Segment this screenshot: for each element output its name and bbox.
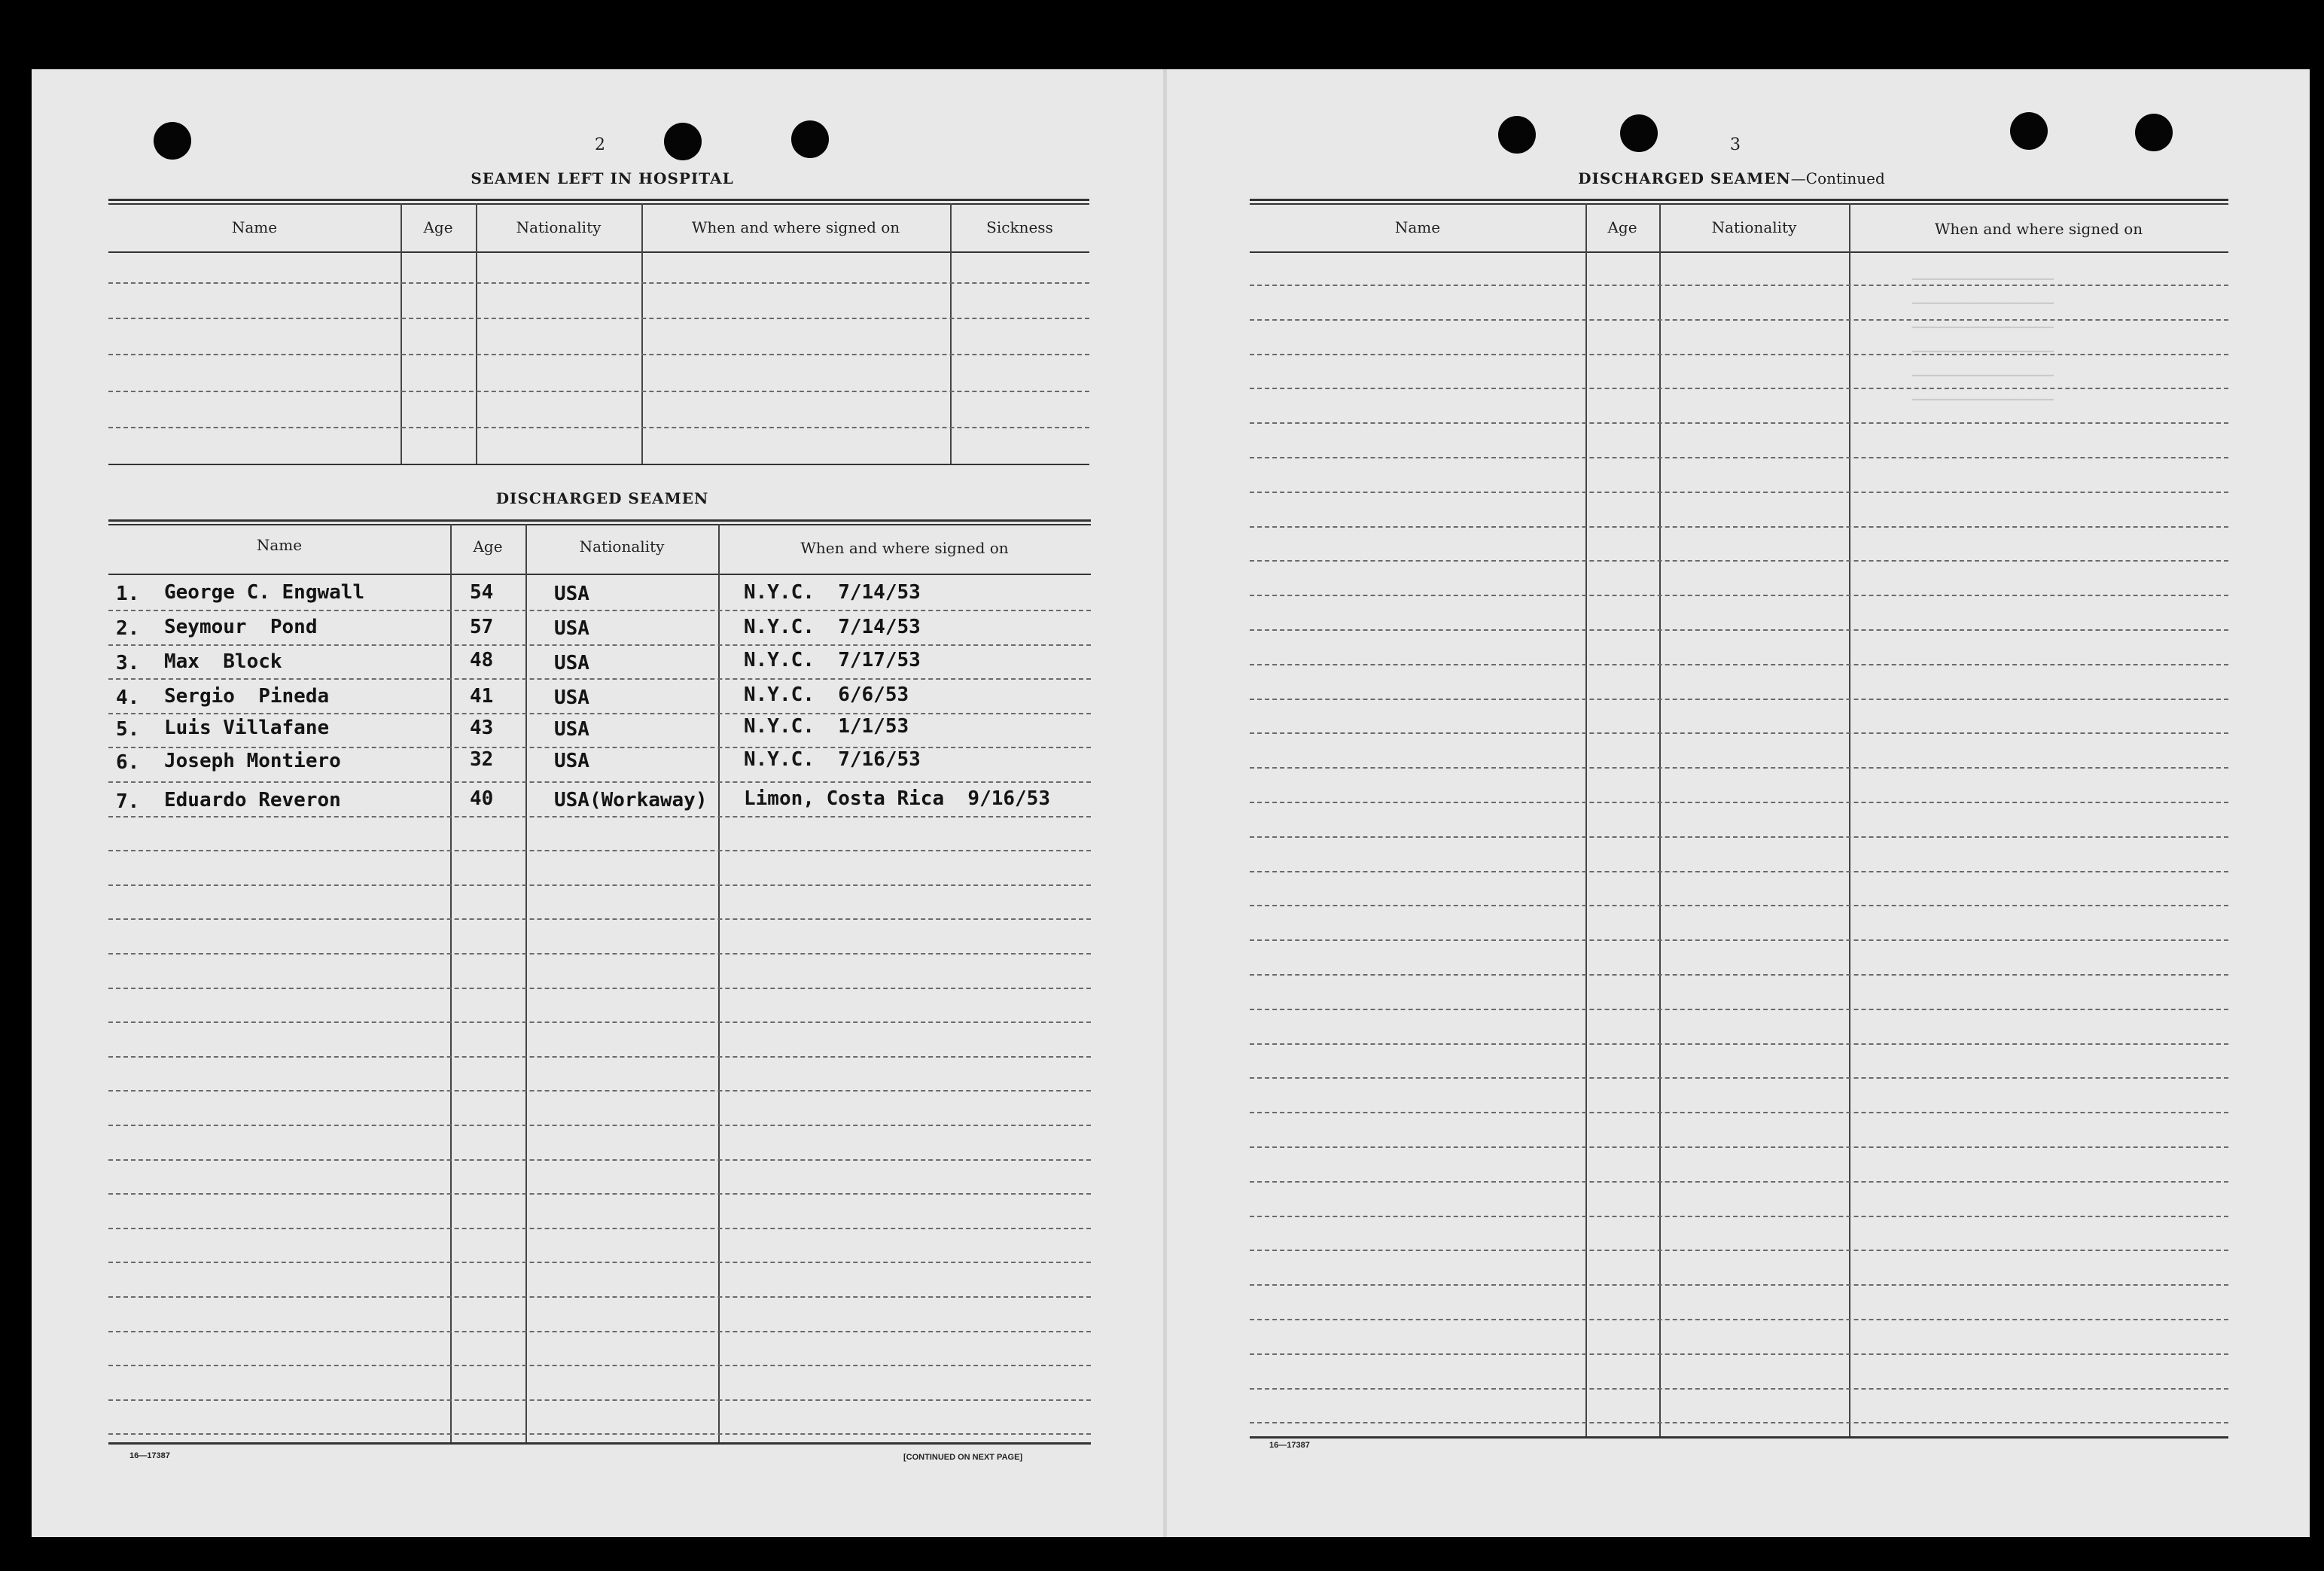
ruled-line — [108, 1021, 1091, 1023]
discharged-col-nationality: Nationality — [579, 537, 665, 556]
seaman-age: 32 — [470, 748, 494, 771]
seaman-name: Seymour Pond — [164, 616, 318, 638]
seaman-signed-on: N.Y.C. 7/14/53 — [744, 581, 921, 604]
ruled-line — [1250, 699, 2228, 700]
hospital-line — [108, 391, 1089, 392]
ruled-line — [1250, 1250, 2228, 1251]
ruled-line — [1250, 1009, 2228, 1010]
discharged-continued-title: DISCHARGED SEAMEN — [1578, 169, 1791, 187]
discharged-col-age: Age — [473, 537, 503, 556]
seaman-nationality: USA(Workaway) — [554, 789, 708, 811]
punch-hole — [664, 123, 702, 160]
ruled-line — [1250, 492, 2228, 493]
right-header-rule — [1250, 251, 2228, 253]
seaman-age: 43 — [470, 717, 494, 739]
discharged-divider — [450, 524, 452, 1444]
punch-hole — [791, 120, 829, 158]
seaman-age: 57 — [470, 616, 494, 638]
page-number-left: 2 — [595, 135, 605, 154]
ruled-line — [108, 644, 1091, 646]
form-number-left: 16—17387 — [129, 1451, 170, 1460]
row-number: 6. — [116, 751, 140, 774]
discharged-divider — [718, 524, 720, 1444]
ruled-line — [1250, 1353, 2228, 1355]
ruled-line — [108, 1159, 1091, 1161]
ruled-line — [108, 988, 1091, 989]
hospital-col-signed-on: When and where signed on — [691, 218, 900, 236]
ruled-line — [108, 1331, 1091, 1332]
hospital-bottom-rule — [108, 464, 1089, 465]
right-bottom-rule — [1250, 1436, 2228, 1439]
hospital-line — [108, 318, 1089, 319]
ruled-line — [1250, 422, 2228, 424]
discharged-top-rule — [108, 519, 1091, 525]
hospital-heading: SEAMEN LEFT IN HOSPITAL — [471, 169, 734, 187]
ruled-line — [1250, 285, 2228, 286]
ruled-line — [1250, 1043, 2228, 1045]
seaman-signed-on: N.Y.C. 7/17/53 — [744, 649, 921, 671]
ruled-line — [1250, 526, 2228, 528]
ruled-line — [108, 850, 1091, 851]
right-col-signed-on: When and where signed on — [1934, 220, 2143, 238]
seaman-nationality: USA — [554, 750, 589, 772]
discharged-col-signed-on: When and where signed on — [800, 539, 1009, 557]
hospital-line — [108, 282, 1089, 284]
right-col-name: Name — [1394, 218, 1441, 236]
ruled-line — [108, 610, 1091, 611]
ruled-line — [108, 747, 1091, 748]
ruled-line — [1250, 732, 2228, 734]
hospital-header-rule — [108, 251, 1089, 253]
ruled-line — [1250, 560, 2228, 562]
hospital-divider — [476, 203, 477, 465]
row-number: 2. — [116, 617, 140, 640]
ruled-line — [1250, 1216, 2228, 1217]
row-number: 5. — [116, 718, 140, 741]
hospital-col-sickness: Sickness — [986, 218, 1053, 236]
seaman-nationality: USA — [554, 583, 589, 605]
row-number: 7. — [116, 790, 140, 813]
discharged-divider — [525, 524, 527, 1444]
ruled-line — [108, 1399, 1091, 1401]
row-number: 4. — [116, 687, 140, 709]
punch-hole — [2135, 114, 2173, 151]
ruled-line — [108, 1056, 1091, 1058]
seaman-nationality: USA — [554, 718, 589, 741]
ruled-line — [1250, 595, 2228, 596]
ruled-line — [1250, 974, 2228, 976]
seaman-signed-on: N.Y.C. 7/14/53 — [744, 616, 921, 638]
right-col-age: Age — [1607, 218, 1637, 236]
seaman-name: Sergio Pineda — [164, 685, 330, 708]
ruled-line — [1250, 905, 2228, 906]
hospital-col-name: Name — [231, 218, 278, 236]
punch-hole — [2010, 112, 2048, 150]
seaman-signed-on: N.Y.C. 1/1/53 — [744, 715, 909, 738]
ruled-line — [108, 1262, 1091, 1263]
seaman-nationality: USA — [554, 652, 589, 674]
discharged-bottom-rule — [108, 1442, 1091, 1445]
ruled-line — [1250, 457, 2228, 458]
seaman-nationality: USA — [554, 617, 589, 640]
ruled-line — [1250, 1077, 2228, 1079]
seaman-age: 54 — [470, 581, 494, 604]
form-number-right: 16—17387 — [1269, 1441, 1310, 1450]
hospital-divider — [641, 203, 643, 465]
continued-suffix: —Continued — [1790, 169, 1885, 187]
ruled-line — [1250, 1181, 2228, 1183]
ruled-line — [1250, 629, 2228, 631]
hospital-divider — [950, 203, 952, 465]
hospital-col-age: Age — [423, 218, 453, 236]
ruled-line — [108, 1365, 1091, 1366]
ruled-line — [108, 1433, 1091, 1435]
ruled-line — [1250, 664, 2228, 665]
ruled-line — [108, 816, 1091, 817]
seaman-name: Eduardo Reveron — [164, 789, 341, 811]
seaman-age: 48 — [470, 649, 494, 671]
seaman-name: Joseph Montiero — [164, 750, 341, 772]
seaman-name: Luis Villafane — [164, 717, 330, 739]
seaman-signed-on: Limon, Costa Rica 9/16/53 — [744, 787, 1050, 810]
punch-hole — [1620, 114, 1658, 152]
continued-note: [CONTINUED ON NEXT PAGE] — [903, 1453, 1023, 1462]
ruled-line — [1250, 388, 2228, 389]
page-fold — [1163, 69, 1167, 1537]
ruled-line — [1250, 871, 2228, 872]
right-top-rule — [1250, 199, 2228, 205]
hospital-col-nationality: Nationality — [516, 218, 602, 236]
ruled-line — [1250, 767, 2228, 769]
seaman-age: 40 — [470, 787, 494, 810]
ruled-line — [1250, 836, 2228, 838]
ruled-line — [108, 953, 1091, 954]
punch-hole — [154, 122, 191, 160]
hospital-divider — [401, 203, 402, 465]
ruled-line — [108, 1125, 1091, 1126]
ruled-line — [1250, 1422, 2228, 1423]
ruled-line — [1250, 1112, 2228, 1113]
right-col-nationality: Nationality — [1711, 218, 1797, 236]
seaman-name: George C. Engwall — [164, 581, 365, 604]
ruled-line — [1250, 1146, 2228, 1148]
ruled-line — [1250, 319, 2228, 321]
ruled-line — [108, 678, 1091, 680]
ruled-line — [108, 884, 1091, 886]
seaman-name: Max Block — [164, 650, 282, 673]
ruled-line — [1250, 1388, 2228, 1390]
bleed-through-marks: ───────────── ───────────── ───────────── ───────────── ───────────── ───────────── — [1912, 269, 2054, 410]
ruled-line — [1250, 802, 2228, 803]
ruled-line — [1250, 1284, 2228, 1286]
ruled-line — [108, 918, 1091, 920]
discharged-col-name: Name — [256, 536, 303, 554]
punch-hole — [1498, 116, 1536, 154]
seaman-nationality: USA — [554, 687, 589, 709]
ruled-line — [108, 713, 1091, 714]
hospital-line — [108, 354, 1089, 355]
ruled-line — [1250, 939, 2228, 941]
seaman-signed-on: N.Y.C. 7/16/53 — [744, 748, 921, 771]
hospital-top-rule — [108, 199, 1089, 205]
row-number: 3. — [116, 652, 140, 674]
ruled-line — [108, 1193, 1091, 1195]
seaman-signed-on: N.Y.C. 6/6/53 — [744, 684, 909, 706]
seaman-age: 41 — [470, 685, 494, 708]
discharged-header-rule — [108, 574, 1091, 575]
ruled-line — [108, 1090, 1091, 1091]
ruled-line — [1250, 354, 2228, 355]
page-number-right: 3 — [1730, 135, 1741, 154]
ruled-line — [108, 1296, 1091, 1298]
ruled-line — [108, 1228, 1091, 1229]
ruled-line — [108, 781, 1091, 783]
discharged-heading: DISCHARGED SEAMEN — [495, 489, 709, 507]
hospital-line — [108, 427, 1089, 428]
row-number: 1. — [116, 583, 140, 605]
discharged-continued-heading — [1506, 169, 1957, 187]
ruled-line — [1250, 1319, 2228, 1320]
